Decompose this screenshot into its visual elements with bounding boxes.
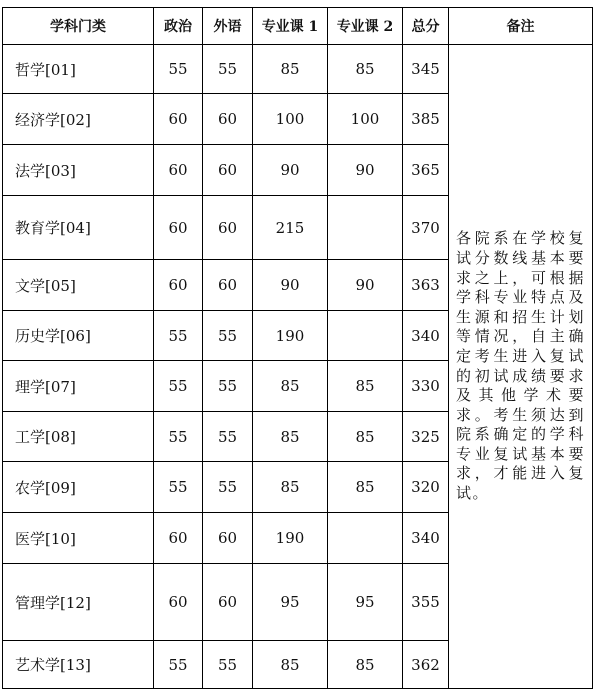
major-course-2-cell xyxy=(328,196,403,260)
foreign-language-cell: 55 xyxy=(203,311,253,361)
subject-cell: 工学[08] xyxy=(3,412,154,462)
foreign-language-cell: 55 xyxy=(203,361,253,412)
total-score-cell: 345 xyxy=(403,45,449,94)
subject-cell: 文学[05] xyxy=(3,260,154,311)
total-score-cell: 385 xyxy=(403,94,449,145)
major-course-1-cell: 90 xyxy=(253,260,328,311)
foreign-language-cell: 55 xyxy=(203,462,253,513)
major-course-1-cell: 190 xyxy=(253,513,328,564)
subject-cell: 教育学[04] xyxy=(3,196,154,260)
subject-cell: 历史学[06] xyxy=(3,311,154,361)
politics-cell: 60 xyxy=(154,513,203,564)
politics-cell: 55 xyxy=(154,641,203,689)
major-course-2-cell: 85 xyxy=(328,462,403,513)
subject-cell: 农学[09] xyxy=(3,462,154,513)
foreign-language-cell: 60 xyxy=(203,196,253,260)
foreign-language-cell: 60 xyxy=(203,260,253,311)
politics-cell: 55 xyxy=(154,45,203,94)
major-course-2-cell: 100 xyxy=(328,94,403,145)
subject-cell: 经济学[02] xyxy=(3,94,154,145)
major-course-2-cell: 95 xyxy=(328,564,403,641)
major-course-1-cell: 85 xyxy=(253,412,328,462)
header-foreign-language: 外语 xyxy=(203,8,253,45)
header-major-course-2: 专业课 2 xyxy=(328,8,403,45)
score-table-container xyxy=(2,7,592,693)
table-header-row xyxy=(3,8,593,45)
subject-cell: 法学[03] xyxy=(3,145,154,196)
major-course-2-cell: 90 xyxy=(328,260,403,311)
politics-cell: 60 xyxy=(154,94,203,145)
politics-cell: 60 xyxy=(154,196,203,260)
score-requirements-table xyxy=(2,7,593,689)
foreign-language-cell: 60 xyxy=(203,513,253,564)
major-course-1-cell: 190 xyxy=(253,311,328,361)
politics-cell: 60 xyxy=(154,564,203,641)
subject-cell: 理学[07] xyxy=(3,361,154,412)
subject-cell: 艺术学[13] xyxy=(3,641,154,689)
total-score-cell: 330 xyxy=(403,361,449,412)
politics-cell: 55 xyxy=(154,412,203,462)
header-subject-category: 学科门类 xyxy=(3,8,154,45)
politics-cell: 60 xyxy=(154,260,203,311)
foreign-language-cell: 60 xyxy=(203,145,253,196)
subject-cell: 管理学[12] xyxy=(3,564,154,641)
total-score-cell: 340 xyxy=(403,311,449,361)
major-course-2-cell: 85 xyxy=(328,45,403,94)
total-score-cell: 355 xyxy=(403,564,449,641)
total-score-cell: 320 xyxy=(403,462,449,513)
politics-cell: 55 xyxy=(154,361,203,412)
foreign-language-cell: 55 xyxy=(203,45,253,94)
subject-cell: 医学[10] xyxy=(3,513,154,564)
major-course-1-cell: 85 xyxy=(253,45,328,94)
page-top-edge xyxy=(0,0,595,7)
major-course-2-cell: 85 xyxy=(328,412,403,462)
header-total-score: 总分 xyxy=(403,8,449,45)
header-remarks: 备注 xyxy=(449,8,593,45)
major-course-2-cell: 85 xyxy=(328,641,403,689)
total-score-cell: 363 xyxy=(403,260,449,311)
major-course-2-cell xyxy=(328,513,403,564)
foreign-language-cell: 60 xyxy=(203,94,253,145)
remarks-cell: 各院系在学校复试分数线基本要求之上，可根据学科专业特点及生源和招生计划等情况，自主确定考生进入复试的初试成绩要求及其他学术要求。考生须达到院系确定的学科专业复试基本要求，才能进入复试。 xyxy=(449,45,593,689)
foreign-language-cell: 55 xyxy=(203,641,253,689)
total-score-cell: 365 xyxy=(403,145,449,196)
major-course-1-cell: 215 xyxy=(253,196,328,260)
header-politics: 政治 xyxy=(154,8,203,45)
foreign-language-cell: 55 xyxy=(203,412,253,462)
major-course-1-cell: 85 xyxy=(253,462,328,513)
politics-cell: 55 xyxy=(154,311,203,361)
politics-cell: 55 xyxy=(154,462,203,513)
major-course-1-cell: 85 xyxy=(253,641,328,689)
total-score-cell: 362 xyxy=(403,641,449,689)
major-course-1-cell: 85 xyxy=(253,361,328,412)
major-course-2-cell: 85 xyxy=(328,361,403,412)
major-course-1-cell: 100 xyxy=(253,94,328,145)
foreign-language-cell: 60 xyxy=(203,564,253,641)
total-score-cell: 370 xyxy=(403,196,449,260)
table-row xyxy=(3,45,593,94)
subject-cell: 哲学[01] xyxy=(3,45,154,94)
major-course-1-cell: 90 xyxy=(253,145,328,196)
total-score-cell: 325 xyxy=(403,412,449,462)
header-major-course-1: 专业课 1 xyxy=(253,8,328,45)
total-score-cell: 340 xyxy=(403,513,449,564)
major-course-2-cell: 90 xyxy=(328,145,403,196)
politics-cell: 60 xyxy=(154,145,203,196)
major-course-2-cell xyxy=(328,311,403,361)
major-course-1-cell: 95 xyxy=(253,564,328,641)
